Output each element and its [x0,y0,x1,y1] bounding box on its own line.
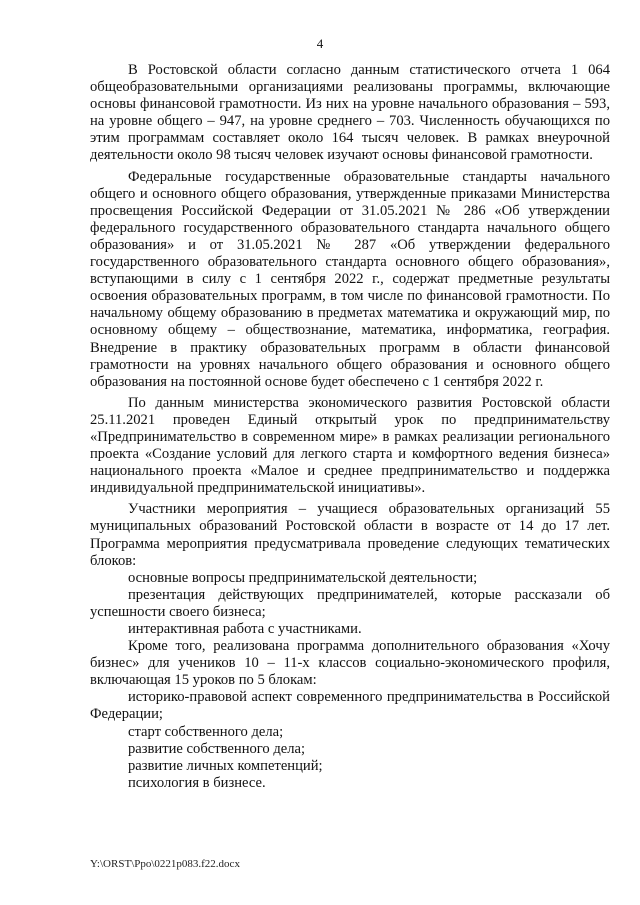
paragraph-business-program: Кроме того, реализована программа дополнительного образования «Хочу бизнес» для учеников 10 – 11-х классов социально-экономического профиля, включающая 15 уроков по 5 блокам: [90,638,610,689]
list-item-event-block: основные вопросы предпринимательской деятельности; [128,569,478,586]
paragraph-financial-literacy-statistics: В Ростовской области согласно данным статистического отчета 1 064 общеобразовательными организациями реализованы программы, включающие основы финансовой грамотности. Из них на уровне начального образования – 593, на уровне общего – 947, на уровне среднего – 703. Численность обучающихся по этим программам составляет около 164 тысяч человек. В рамках внеурочной деятельности около 98 тысяч человек изучают основы финансовой грамотности. [90,62,610,164]
list-item-program-block: историко-правовой аспект современного предпринимательства в Российской Федерации; [90,689,610,723]
list-item-program-block: старт собственного дела; [128,723,284,740]
list-item-program-block: психология в бизнесе. [128,774,266,791]
list-item-program-block: развитие собственного дела; [128,740,306,757]
paragraph-education-standards: Федеральные государственные образовательные стандарты начального общего и основного общего образования, утвержденные приказами Министерства просвещения Российской Федерации от 31.05.2021 № 286 «Об утверждении федерального государственного образовательного стандарта начального общего образования» и от 31.05.2021 № 287 «Об утверждении федерального государственного образовательного стандарта основного общего образования», вступающими в силу с 1 сентября 2022 г., содержат предметные результаты освоения образовательных программ, в том числе по финансовой грамотности. По начальному общему образованию в предметах математика и окружающий мир, по основному общему – обществознание, математика, информатика, география. Внедрение в практику образовательных программ в области финансовой грамотности на уровнях начального общего образования и основного общего образования на постоянной основе будет обеспечено с 1 сентября 2022 г. [90,168,610,390]
list-item-event-block: презентация действующих предпринимателей, которые рассказали об успешности своего бизнеса; [90,586,610,620]
document-body [90,62,610,792]
page-number: 4 [316,36,324,51]
list-item-event-block: интерактивная работа с участниками. [128,621,362,637]
paragraph-event-participants: Участники мероприятия – учащиеся образовательных организаций 55 муниципальных образований Ростовской области в возрасте от 14 до 17 лет. Программа мероприятия предусматривала проведение следующих тематических блоков: [90,501,610,569]
footer-file-path: Y:\ORST\Ppo\0221p083.f22.docx [90,858,240,870]
paragraph-open-lesson: По данным министерства экономического развития Ростовской области 25.11.2021 проведен Единый открытый урок по предпринимательству «Предпринимательство в современном мире» в рамках реализации регионального проекта «Создание условий для легкого старта и комфортного ведения бизнеса» национального проекта «Малое и среднее предпринимательство и поддержка индивидуальной предпринимательской инициативы». [90,394,610,497]
list-item-program-block: развитие личных компетенций; [128,757,323,774]
